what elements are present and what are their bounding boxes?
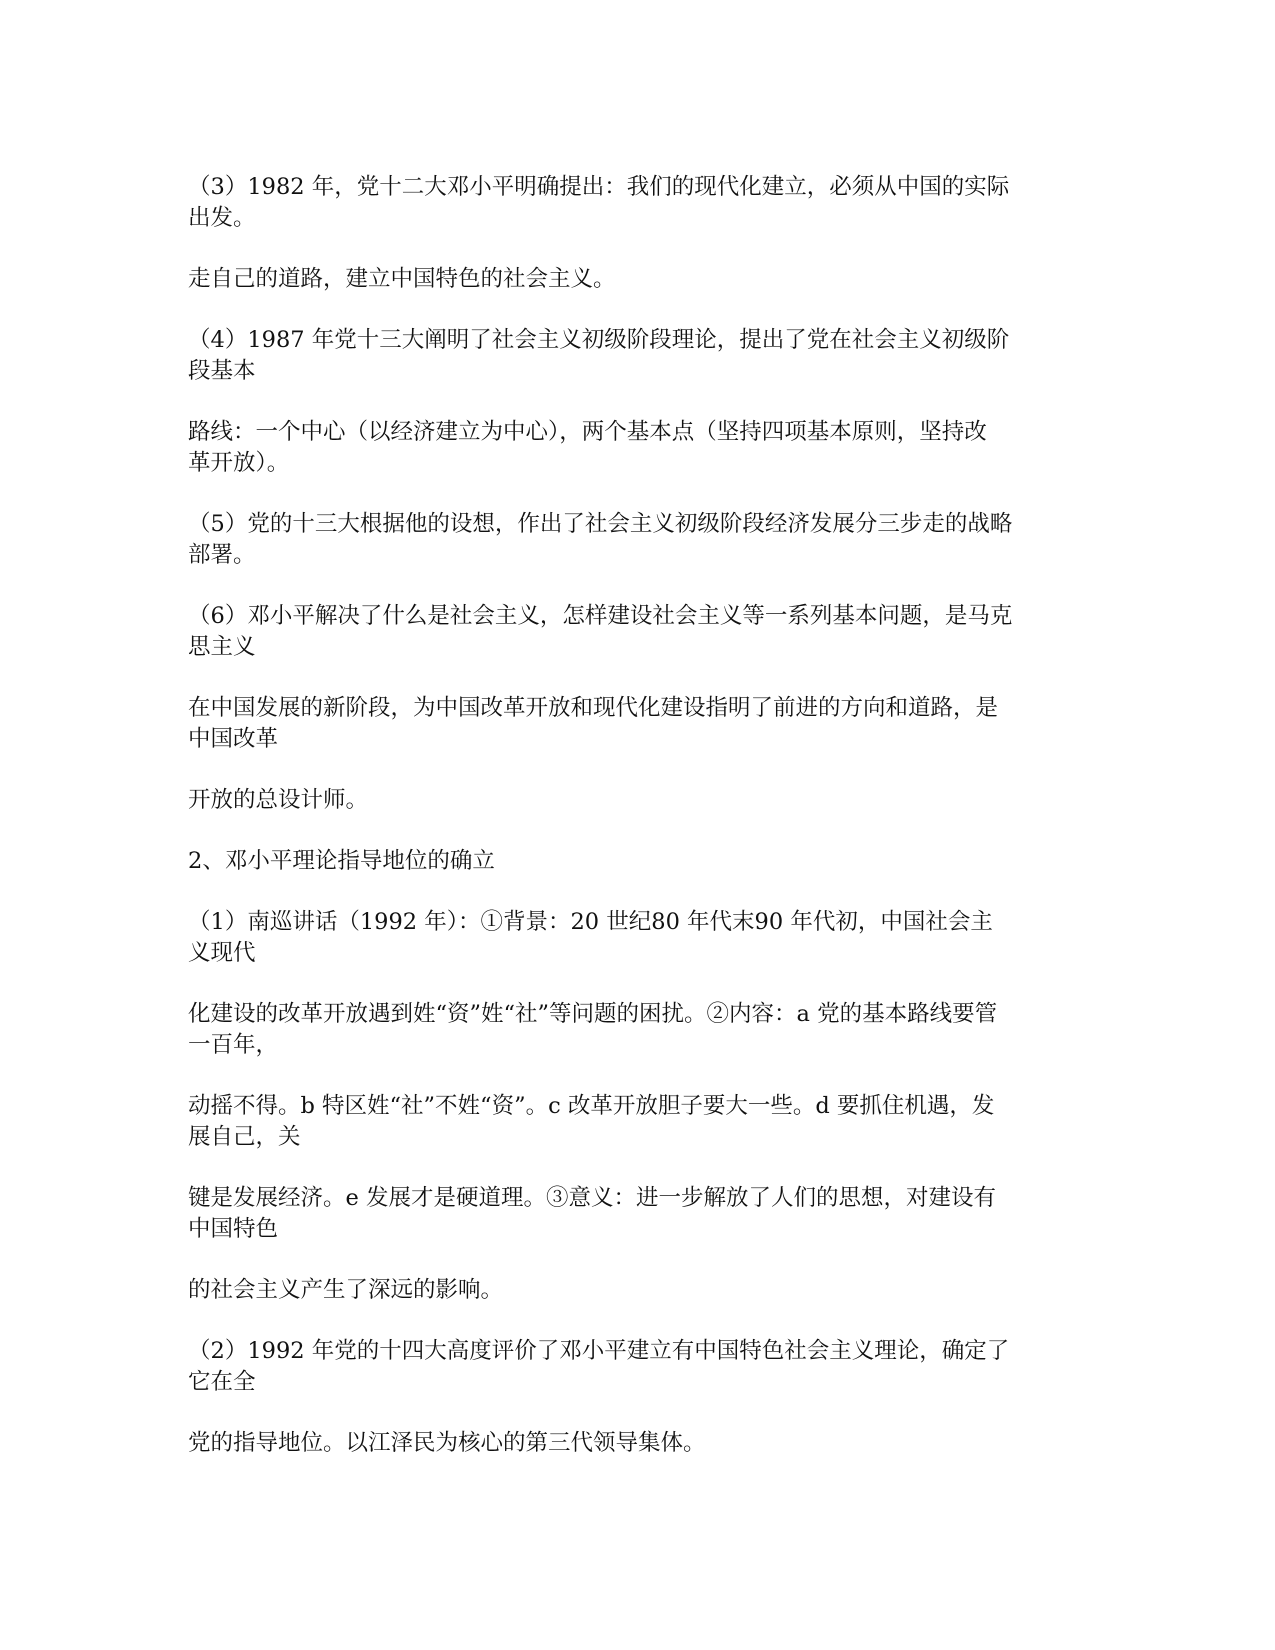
paragraph-15 bbox=[188, 1336, 1088, 1398]
text-line: （5）党的十三大根据他的设想，作出了社会主义初级阶段经济发展分三步走的战略 bbox=[188, 511, 1013, 537]
text-line: 党的指导地位。以江泽民为核心的第三代领导集体。 bbox=[188, 1430, 706, 1456]
paragraph-13 bbox=[188, 1183, 1088, 1245]
paragraph-14 bbox=[188, 1275, 1088, 1306]
paragraph-3 bbox=[188, 325, 1088, 387]
text-line: 思主义 bbox=[188, 634, 256, 660]
text-line: 在中国发展的新阶段，为中国改革开放和现代化建设指明了前进的方向和道路，是 bbox=[188, 695, 999, 721]
text-line: （6）邓小平解决了什么是社会主义，怎样建设社会主义等一系列基本问题，是马克 bbox=[188, 603, 1013, 629]
text-line: （4）1987 年党十三大阐明了社会主义初级阶段理论，提出了党在社会主义初级阶 bbox=[188, 327, 1010, 353]
paragraph-4 bbox=[188, 417, 1088, 479]
text-line: （3）1982 年，党十二大邓小平明确提出：我们的现代化建立，必须从中国的实际 bbox=[188, 174, 1010, 200]
text-line: 中国改革 bbox=[188, 726, 279, 752]
text-line: 中国特色 bbox=[188, 1216, 279, 1242]
paragraph-1 bbox=[188, 172, 1088, 234]
paragraph-5 bbox=[188, 509, 1088, 571]
paragraph-12 bbox=[188, 1091, 1088, 1153]
text-line: 键是发展经济。e 发展才是硬道理。③意义：进一步解放了人们的思想，对建设有 bbox=[188, 1185, 996, 1211]
text-line: 段基本 bbox=[188, 358, 256, 384]
document-page bbox=[188, 172, 1088, 1489]
text-line: 出发。 bbox=[188, 205, 256, 231]
text-line: （2）1992 年党的十四大高度评价了邓小平建立有中国特色社会主义理论，确定了 bbox=[188, 1338, 1010, 1364]
paragraph-6 bbox=[188, 601, 1088, 663]
text-line: 走自己的道路，建立中国特色的社会主义。 bbox=[188, 266, 616, 292]
paragraph-16 bbox=[188, 1428, 1088, 1459]
text-line: 开放的总设计师。 bbox=[188, 787, 369, 813]
text-line: 化建设的改革开放遇到姓“资”姓“社”等问题的困扰。②内容：a 党的基本路线要管 bbox=[188, 1001, 998, 1027]
text-line: 它在全 bbox=[188, 1369, 256, 1395]
text-line: 路线：一个中心（以经济建立为中心），两个基本点（坚持四项基本原则，坚持改 bbox=[188, 419, 987, 445]
section-heading bbox=[188, 846, 1088, 877]
paragraph-7 bbox=[188, 693, 1088, 755]
paragraph-8 bbox=[188, 785, 1088, 816]
paragraph-2 bbox=[188, 264, 1088, 295]
text-line: 部署。 bbox=[188, 542, 256, 568]
text-line: 动摇不得。b 特区姓“社”不姓“资”。c 改革开放胆子要大一些。d 要抓住机遇，发 bbox=[188, 1093, 995, 1119]
paragraph-11 bbox=[188, 999, 1088, 1061]
text-line: 的社会主义产生了深远的影响。 bbox=[188, 1277, 504, 1303]
text-line: 义现代 bbox=[188, 940, 256, 966]
text-line: 革开放）。 bbox=[188, 450, 290, 476]
text-line: （1）南巡讲话（1992 年）：①背景：20 世纪80 年代末90 年代初，中国社会主 bbox=[188, 909, 993, 935]
text-line: 一百年， bbox=[188, 1032, 279, 1058]
text-line: 2、邓小平理论指导地位的确立 bbox=[188, 848, 495, 874]
paragraph-10 bbox=[188, 907, 1088, 969]
text-line: 展自己，关 bbox=[188, 1124, 301, 1150]
